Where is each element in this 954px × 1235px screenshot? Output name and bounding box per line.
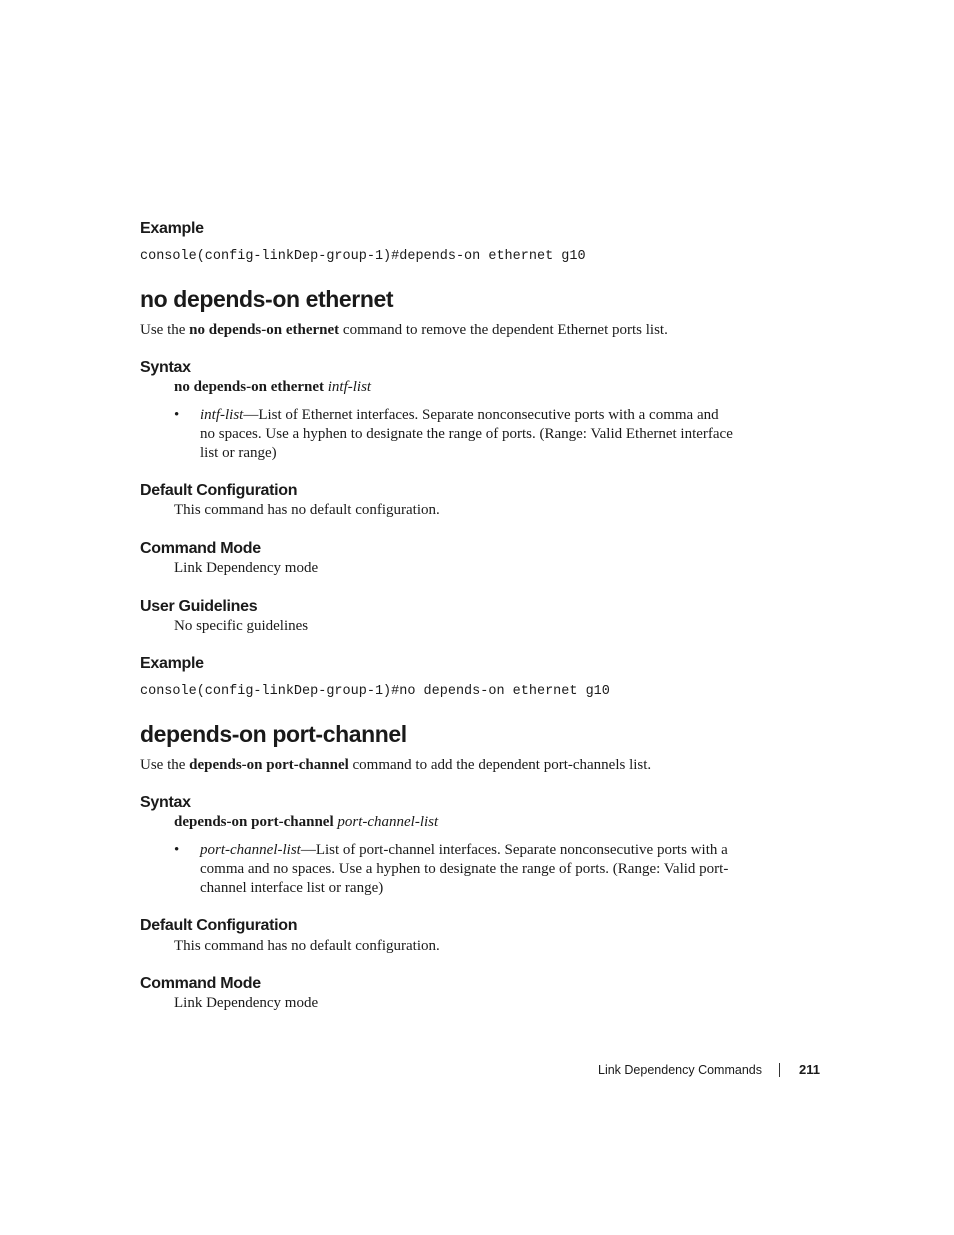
page-number: 211 [799, 1062, 820, 1077]
section-intro: Use the depends-on port-channel command to add the dependent port-channels list. [140, 757, 652, 773]
bullet-icon: • [174, 842, 180, 858]
default-config-heading: Default Configuration [140, 482, 298, 499]
example-code: console(config-linkDep-group-1)#no depends-on ethernet g10 [140, 684, 610, 699]
default-config-text: This command has no default configuration. [174, 938, 440, 954]
command-mode-text: Link Dependency mode [174, 560, 319, 576]
footer-divider [779, 1063, 780, 1077]
syntax-heading: Syntax [140, 794, 191, 811]
default-config-heading: Default Configuration [140, 917, 298, 934]
section-title: depends-on port-channel [140, 721, 407, 747]
syntax-line: depends-on port-channel port-channel-list [174, 814, 439, 830]
section-title: no depends-on ethernet [140, 286, 394, 312]
user-guidelines-heading: User Guidelines [140, 598, 258, 615]
default-config-text: This command has no default configuration. [174, 502, 440, 518]
parameter-description: intf-list—List of Ethernet interfaces. Separate nonconsecutive ports with a comma and no spaces. Use a hyphen to designate the range of ports. (Range: Valid Ethernet interface list or range) [200, 407, 733, 461]
user-guidelines-text: No specific guidelines [174, 618, 309, 634]
example-heading: Example [140, 655, 204, 672]
example-heading: Example [140, 220, 204, 237]
bullet-icon: • [174, 407, 180, 423]
command-mode-heading: Command Mode [140, 540, 261, 557]
syntax-heading: Syntax [140, 359, 191, 376]
example-code: console(config-linkDep-group-1)#depends-on ethernet g10 [140, 249, 586, 264]
footer-chapter-title: Link Dependency Commands [598, 1063, 762, 1077]
section-intro: Use the no depends-on ethernet command to remove the dependent Ethernet ports list. [140, 322, 668, 338]
parameter-description: port-channel-list—List of port-channel interfaces. Separate nonconsecutive ports with a comma and no spaces. Use a hyphen to designate the range of ports. (Range: Valid port- channel interface list or range) [200, 842, 729, 896]
command-mode-heading: Command Mode [140, 975, 261, 992]
command-mode-text: Link Dependency mode [174, 995, 319, 1011]
syntax-line: no depends-on ethernet intf-list [174, 379, 372, 395]
